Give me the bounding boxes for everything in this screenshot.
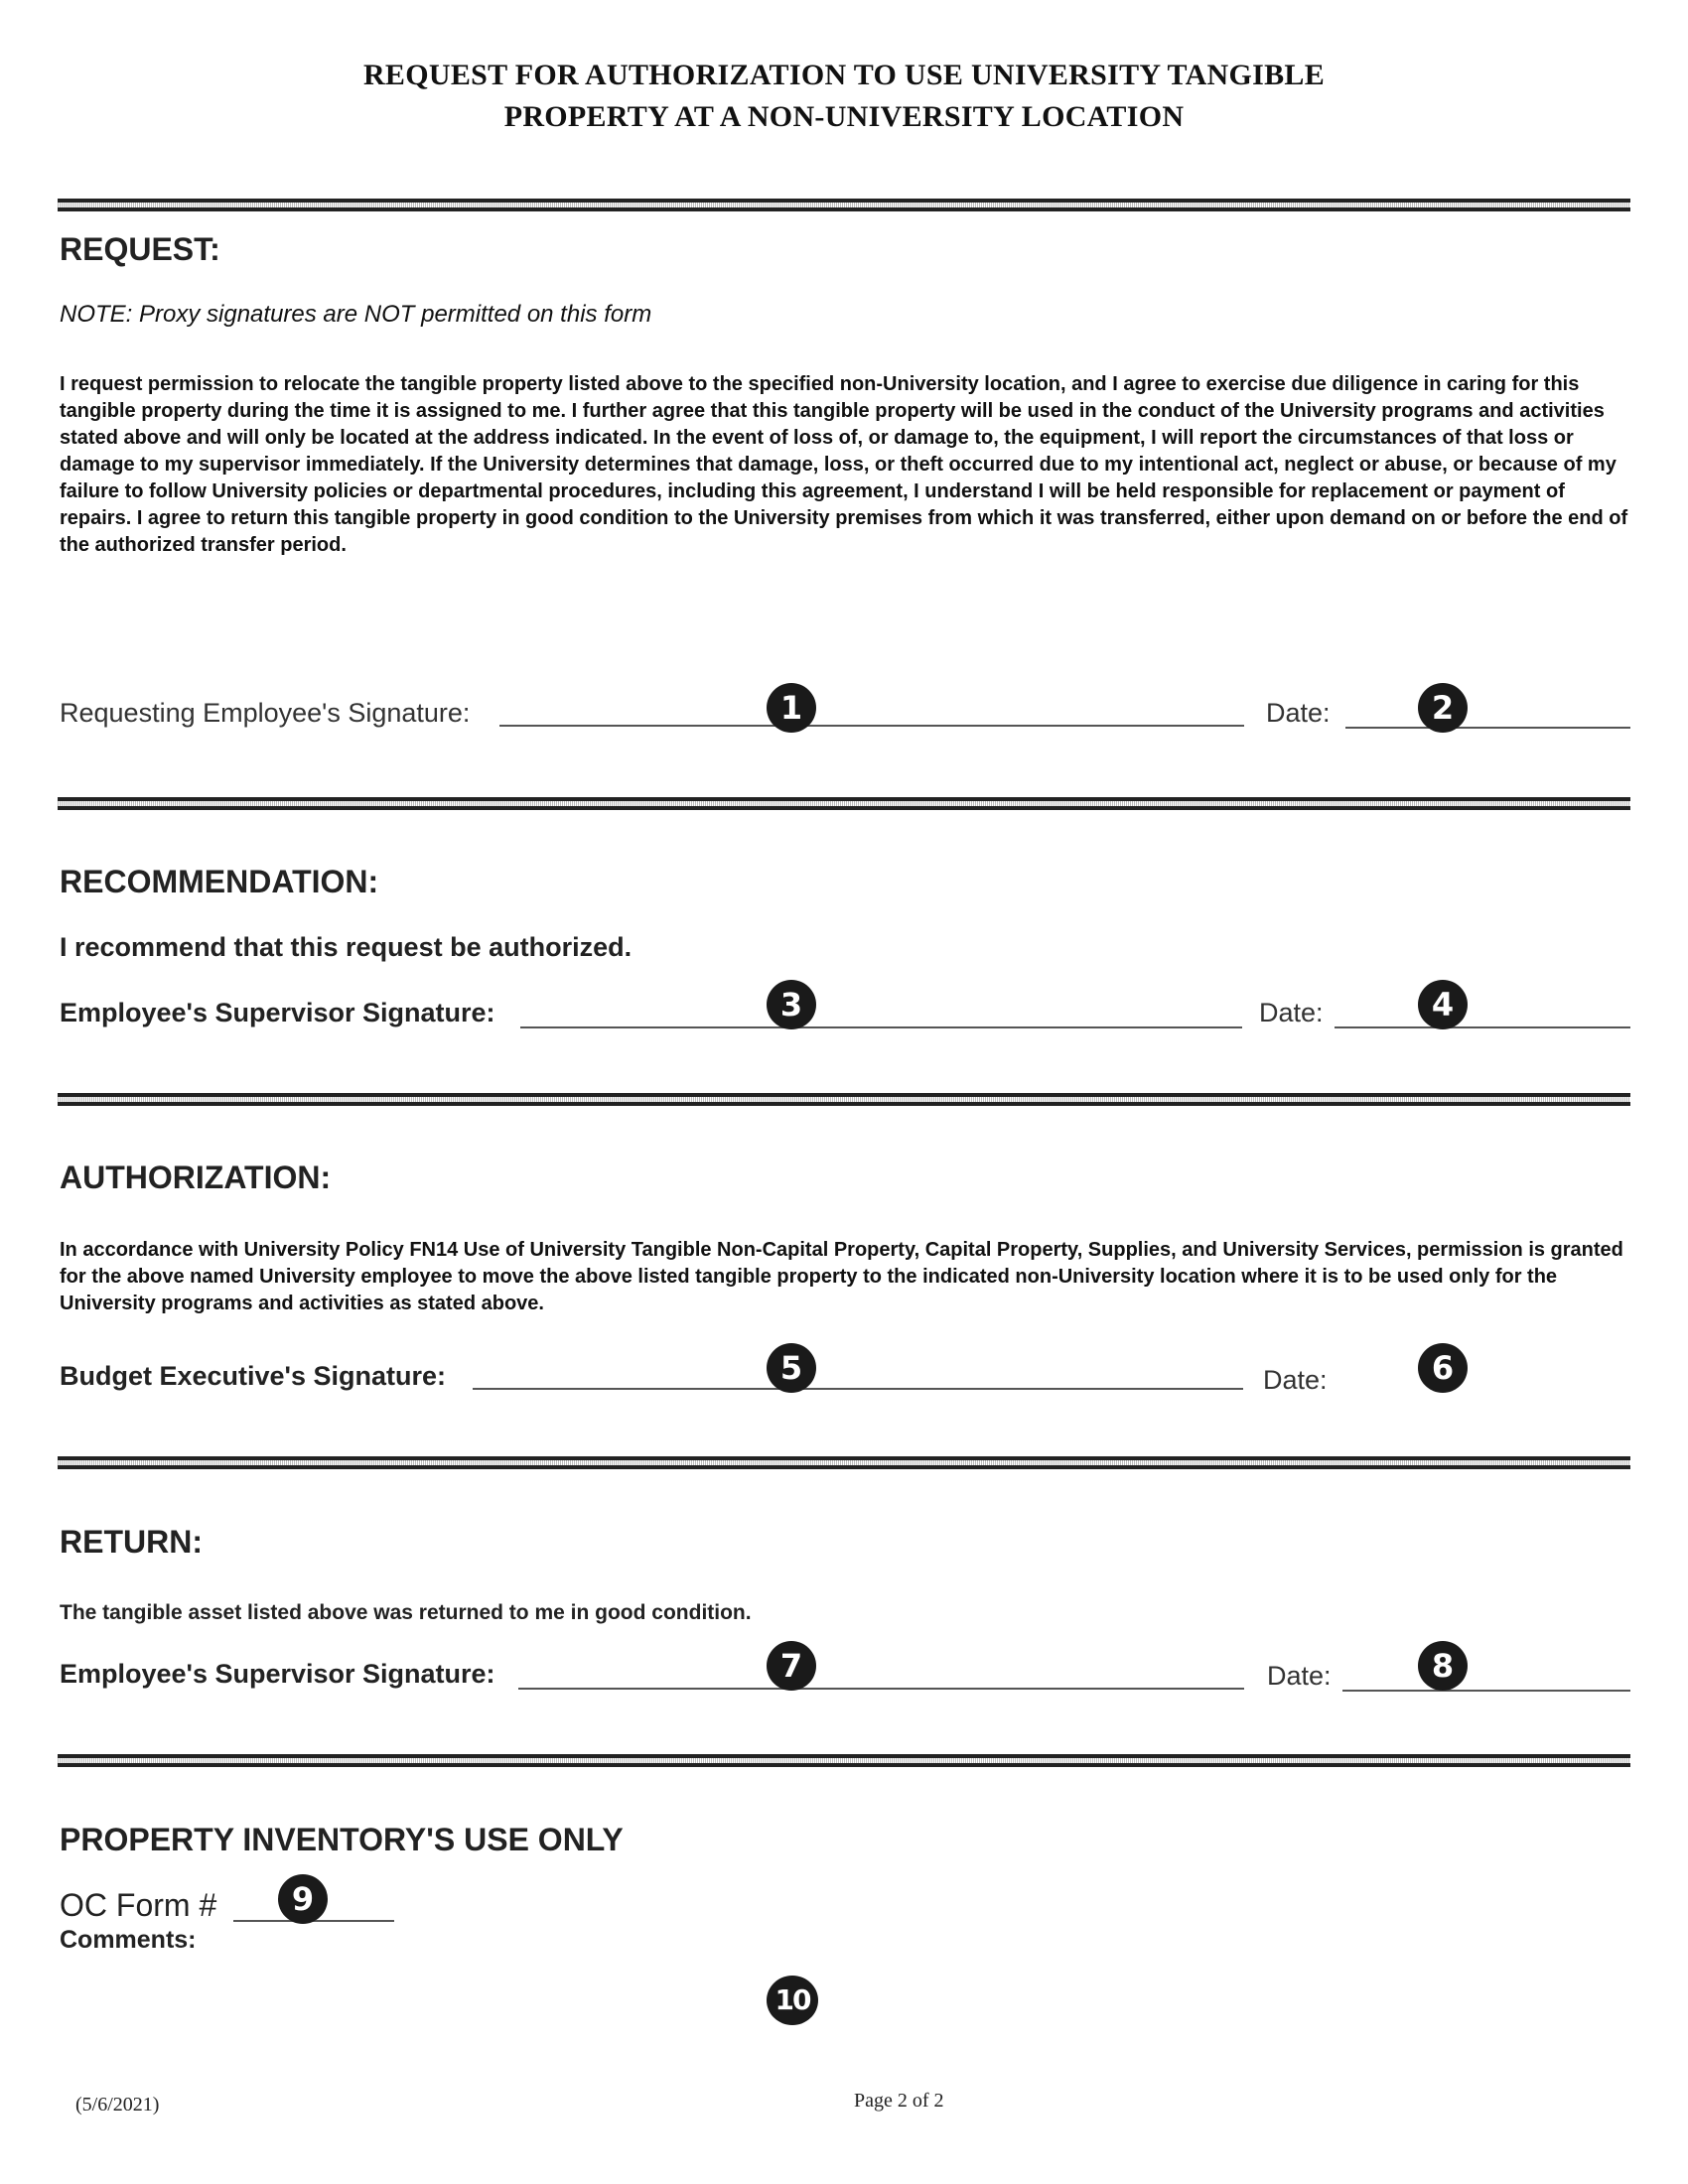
- authorization-heading: AUTHORIZATION:: [60, 1160, 332, 1195]
- recommendation-date-field[interactable]: [1335, 1026, 1630, 1028]
- requesting-employee-signature-field[interactable]: [499, 725, 1244, 727]
- request-date-label: Date:: [1266, 698, 1331, 728]
- request-paragraph: I request permission to relocate the tangible property listed above to the specified non-University location, and I agree to exercise due diligence in caring for this tangible property during the time it is assigned to me. I further agree that this tangible property will be used in the conduct of the University programs and activities stated above and will only be located at the address indicated. In the event of loss of, or damage to, the equipment, I will report the circumstances of that loss or damage to my supervisor immediately. If the University determines that damage, loss, or theft occurred due to my intentional act, neglect or abuse, or because of my failure to follow University policies or departmental procedures, including this agreement, I understand I will be held responsible for replacement or payment of repairs. I agree to return this tangible property in good condition to the University premises from which it was transferred, either upon demand on or before the end of the authorized transfer period.: [60, 373, 1628, 556]
- authorization-date-label: Date:: [1263, 1365, 1328, 1395]
- marker-7-badge: 7: [767, 1641, 816, 1691]
- recommendation-statement: I recommend that this request be authorized.: [60, 932, 633, 962]
- section-divider: [58, 199, 1630, 211]
- form-title-line-2: PROPERTY AT A NON-UNIVERSITY LOCATION: [503, 100, 1185, 133]
- marker-3-badge: 3: [767, 980, 816, 1029]
- proxy-note: NOTE: Proxy signatures are NOT permitted on this form: [60, 301, 652, 328]
- return-statement: The tangible asset listed above was returned to me in good condition.: [60, 1601, 752, 1624]
- authorization-paragraph: In accordance with University Policy FN14 Use of University Tangible Non-Capital Property, Capital Property, Supplies, and University Services, permission is granted for the above named University employee to move the above listed tangible property to the indicated non-University location where it is to be used only for the University programs and activities as stated above.: [60, 1239, 1623, 1314]
- return-supervisor-signature-label: Employee's Supervisor Signature:: [60, 1659, 495, 1689]
- recommendation-date-label: Date:: [1259, 998, 1324, 1027]
- budget-executive-signature-label: Budget Executive's Signature:: [60, 1361, 447, 1391]
- supervisor-signature-label: Employee's Supervisor Signature:: [60, 998, 495, 1027]
- recommendation-heading: RECOMMENDATION:: [60, 864, 379, 899]
- return-date-field[interactable]: [1342, 1690, 1630, 1692]
- marker-5-badge: 5: [767, 1343, 816, 1393]
- section-divider: [58, 1093, 1630, 1106]
- section-divider: [58, 1754, 1630, 1767]
- return-heading: RETURN:: [60, 1524, 203, 1560]
- supervisor-signature-field[interactable]: [520, 1026, 1242, 1028]
- inventory-heading: PROPERTY INVENTORY'S USE ONLY: [60, 1822, 624, 1857]
- section-divider: [58, 1456, 1630, 1469]
- request-heading: REQUEST:: [60, 231, 220, 267]
- return-supervisor-signature-field[interactable]: [518, 1688, 1244, 1690]
- form-title-line-1: REQUEST FOR AUTHORIZATION TO USE UNIVERSITY TANGIBLE: [362, 59, 1326, 91]
- marker-6-badge: 6: [1418, 1343, 1468, 1393]
- section-divider: [58, 797, 1630, 810]
- oc-form-label: OC Form #: [60, 1887, 217, 1923]
- requesting-employee-signature-label: Requesting Employee's Signature:: [60, 698, 471, 728]
- revision-date: (5/6/2021): [75, 2094, 160, 2116]
- marker-4-badge: 4: [1418, 980, 1468, 1029]
- marker-9-badge: 9: [278, 1874, 328, 1924]
- marker-1-badge: 1: [767, 683, 816, 733]
- comments-field[interactable]: [60, 1961, 1628, 2080]
- budget-executive-signature-field[interactable]: [473, 1388, 1243, 1390]
- marker-8-badge: 8: [1418, 1641, 1468, 1691]
- marker-10-badge: 10: [767, 1976, 818, 2025]
- page-number: Page 2 of 2: [854, 2090, 944, 2112]
- return-date-label: Date:: [1267, 1661, 1332, 1691]
- comments-label: Comments:: [60, 1926, 197, 1954]
- marker-2-badge: 2: [1418, 683, 1468, 733]
- request-date-field[interactable]: [1345, 727, 1630, 729]
